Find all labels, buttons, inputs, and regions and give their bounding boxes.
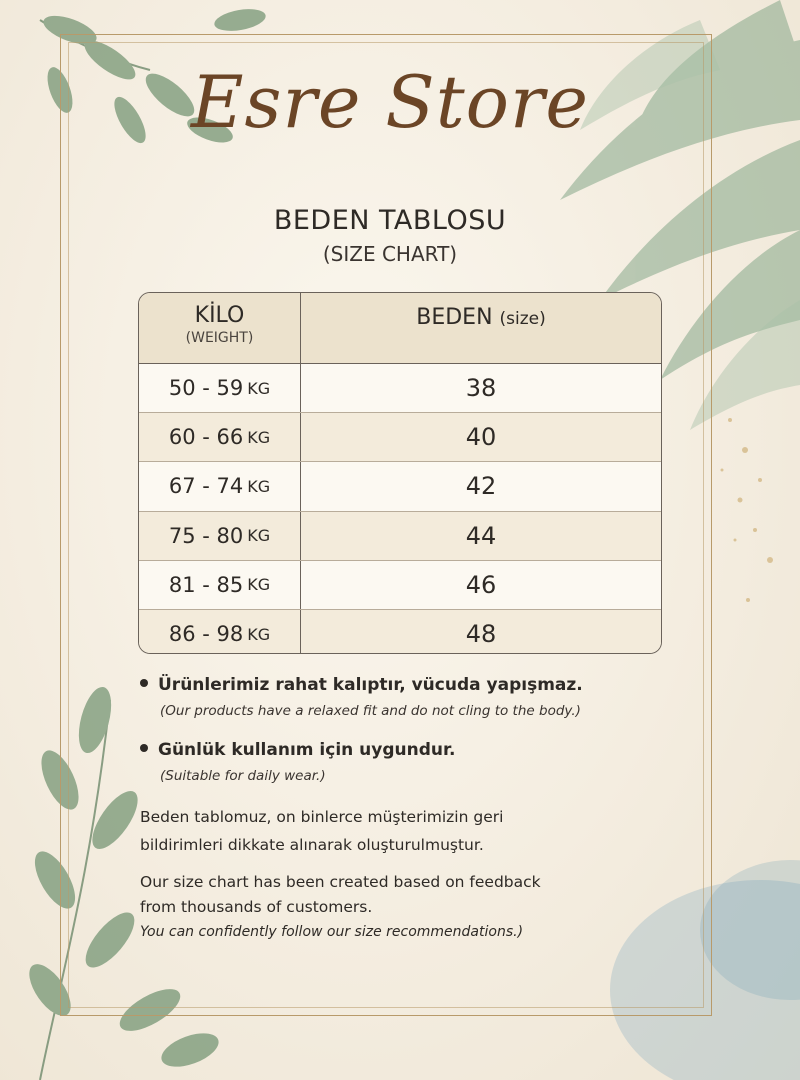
header-weight [139, 293, 301, 363]
size-cell: 48 [465, 620, 497, 649]
weight-unit: KG [247, 378, 271, 398]
feedback-en-line: You can confidently follow our size recommendations.) [140, 924, 524, 940]
header-weight-label: KİLO [194, 303, 245, 328]
feedback-en-line: from thousands of customers. [140, 898, 373, 916]
weight-unit: KG [247, 427, 271, 447]
table-row [139, 561, 661, 610]
note-relaxed-fit [140, 675, 583, 695]
weight-cell [139, 610, 301, 654]
bullet-icon [140, 679, 148, 687]
weight-range: 67 - 74 [168, 474, 244, 499]
bullet-icon [140, 744, 148, 752]
weight-range: 81 - 85 [168, 572, 244, 597]
weight-range: 75 - 80 [168, 523, 244, 548]
header-size-sub: (size) [499, 309, 546, 329]
size-cell: 42 [465, 472, 497, 501]
feedback-en-line: Our size chart has been created based on feedback [140, 873, 541, 891]
table-row [139, 364, 661, 413]
feedback-paragraph-tr [140, 803, 503, 859]
weight-cell [139, 413, 301, 461]
feedback-paragraph-en [140, 870, 541, 945]
weight-cell [139, 561, 301, 609]
weight-range: 50 - 59 [168, 376, 244, 401]
weight-cell [139, 364, 301, 412]
header-weight-sub: (WEIGHT) [185, 330, 254, 346]
page-title: BEDEN TABLOSU [273, 205, 507, 236]
table-row [139, 512, 661, 561]
table-header [139, 293, 661, 364]
page-subtitle: (SIZE CHART) [322, 242, 458, 266]
size-cell: 38 [465, 374, 497, 403]
size-cell: 44 [465, 521, 497, 550]
weight-unit: KG [247, 575, 271, 595]
brand-logo: Esre Store [190, 60, 590, 144]
weight-range: 60 - 66 [168, 425, 244, 450]
weight-unit: KG [247, 624, 271, 644]
note-daily-wear-en: (Suitable for daily wear.) [160, 768, 326, 784]
table-row [139, 413, 661, 462]
weight-range: 86 - 98 [168, 622, 244, 647]
table-row [139, 462, 661, 511]
weight-unit: KG [247, 476, 271, 496]
weight-cell [139, 512, 301, 560]
size-chart-table [138, 292, 662, 654]
weight-cell [139, 462, 301, 510]
weight-unit: KG [247, 526, 271, 546]
header-size-label: BEDEN [416, 305, 493, 330]
feedback-tr-line: bildirimleri dikkate alınarak oluşturulmuştur. [140, 836, 484, 854]
note-daily-wear [140, 740, 455, 760]
header-size [301, 293, 661, 363]
size-cell: 40 [465, 423, 497, 452]
note-relaxed-fit-text: Ürünlerimiz rahat kalıptır, vücuda yapışmaz. [158, 675, 583, 695]
feedback-tr-line: Beden tablomuz, on binlerce müşterimizin geri [140, 808, 504, 826]
note-daily-wear-text: Günlük kullanım için uygundur. [158, 740, 456, 760]
table-row [139, 610, 661, 654]
size-cell: 46 [465, 570, 497, 599]
note-relaxed-fit-en: (Our products have a relaxed fit and do not cling to the body.) [160, 703, 581, 719]
